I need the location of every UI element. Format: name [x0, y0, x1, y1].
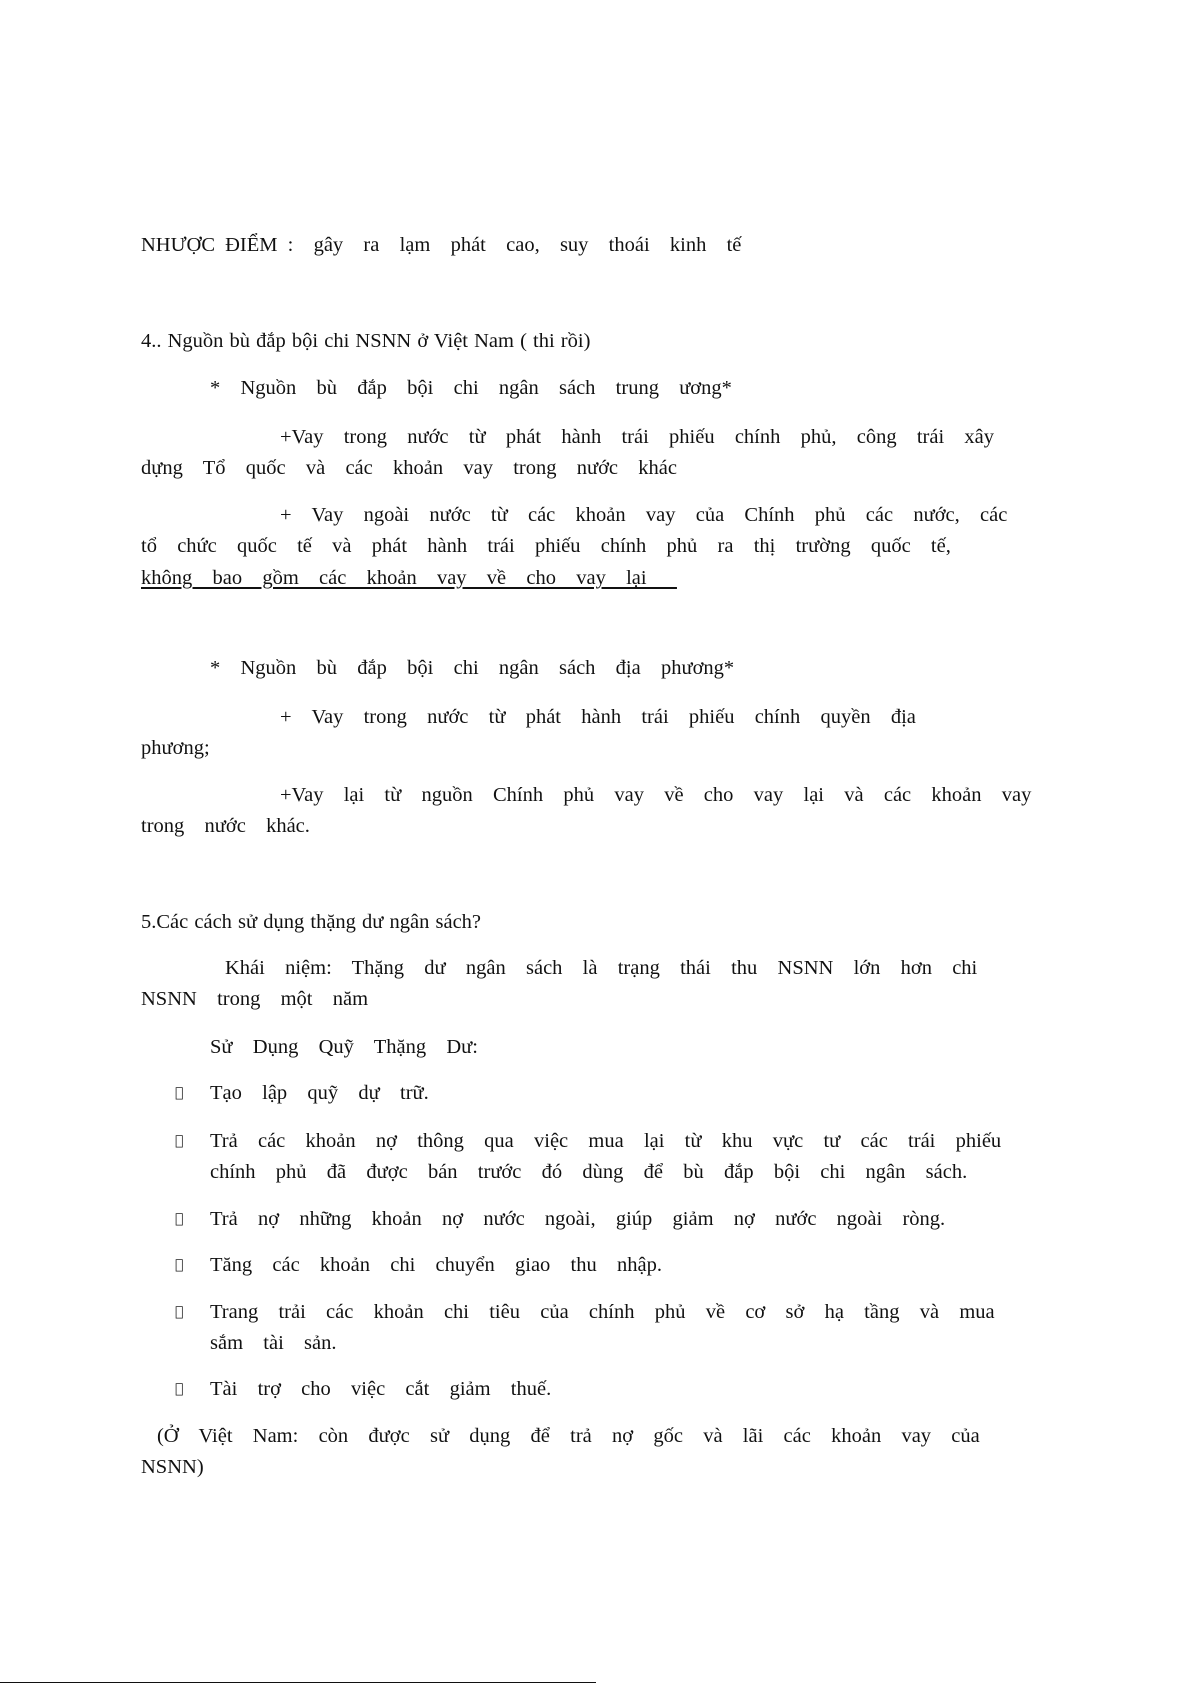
- bullet-item-repay-bonds-line1: Trả các khoản nợ thông qua việc mua lại từ khu vực tư các trái phiếu: [210, 1130, 1002, 1152]
- concept-line2: NSNN trong một năm: [141, 988, 369, 1010]
- bullet-icon: [175, 1297, 183, 1328]
- bullet-item-tax-cut: Tài trợ cho việc cắt giảm thuế.: [210, 1378, 552, 1400]
- bullet-item-infrastructure-line1: Trang trải các khoản chi tiêu của chính phủ về cơ sở hạ tầng và mua: [210, 1301, 995, 1323]
- central-item2-line3: không bao gồm các khoản vay về cho vay lại: [141, 567, 677, 589]
- section5-heading: 5.Các cách sử dụng thặng dư ngân sách?: [141, 911, 482, 933]
- central-budget-title: * Nguồn bù đắp bội chi ngân sách trung ương*: [210, 377, 732, 399]
- bullet-icon: [175, 1374, 183, 1405]
- central-item2-line2: tổ chức quốc tế và phát hành trái phiếu chính phủ ra thị trường quốc tế,: [141, 535, 951, 557]
- bullet-item-infrastructure-line2: sắm tài sản.: [210, 1332, 347, 1354]
- footer-divider: [0, 1682, 596, 1683]
- bullet-icon: [175, 1250, 183, 1281]
- bullet-item-reserve: Tạo lập quỹ dự trữ.: [210, 1082, 439, 1104]
- local-budget-title: * Nguồn bù đắp bội chi ngân sách địa phương*: [210, 657, 735, 679]
- local-item2-line1: +Vay lại từ nguồn Chính phủ vay về cho vay lại và các khoản vay: [280, 784, 1032, 806]
- central-item1-line1: +Vay trong nước từ phát hành trái phiếu chính phủ, công trái xây: [280, 426, 995, 448]
- central-item2-line1: + Vay ngoài nước từ các khoản vay của Chính phủ các nước, các: [280, 504, 1008, 526]
- vietnam-note-line1: (Ở Việt Nam: còn được sử dụng để trả nợ gốc và lãi các khoản vay của: [141, 1425, 974, 1447]
- central-item1-line2: dựng Tổ quốc và các khoản vay trong nước khác: [141, 457, 677, 479]
- concept-line1: Khái niệm: Thặng dư ngân sách là trạng thái thu NSNN lớn hơn chi: [225, 957, 978, 979]
- disadvantage-line: NHƯỢC ĐIỂM : gây ra lạm phát cao, suy thoái kinh tế: [141, 234, 742, 256]
- local-item1-line2: phương;: [141, 737, 210, 759]
- bullet-icon: [175, 1126, 183, 1157]
- bullet-icon: [175, 1204, 183, 1235]
- usage-title: Sử Dụng Quỹ Thặng Dư:: [210, 1036, 489, 1058]
- bullet-item-foreign-debt: Trả nợ những khoản nợ nước ngoài, giúp giảm nợ nước ngoài ròng.: [210, 1208, 956, 1230]
- bullet-icon: [175, 1078, 183, 1109]
- bullet-item-transfers: Tăng các khoản chi chuyển giao thu nhập.: [210, 1254, 673, 1276]
- local-item1-line1: + Vay trong nước từ phát hành trái phiếu chính quyền địa: [280, 706, 916, 728]
- local-item2-line2: trong nước khác.: [141, 815, 321, 837]
- bullet-item-repay-bonds-line2: chính phủ đã được bán trước đó dùng để bù đắp bội chi ngân sách.: [210, 1161, 978, 1183]
- section4-heading: 4.. Nguồn bù đắp bội chi NSNN ở Việt Nam ( thi rồi): [141, 330, 591, 352]
- vietnam-note-line2: NSNN): [141, 1456, 204, 1478]
